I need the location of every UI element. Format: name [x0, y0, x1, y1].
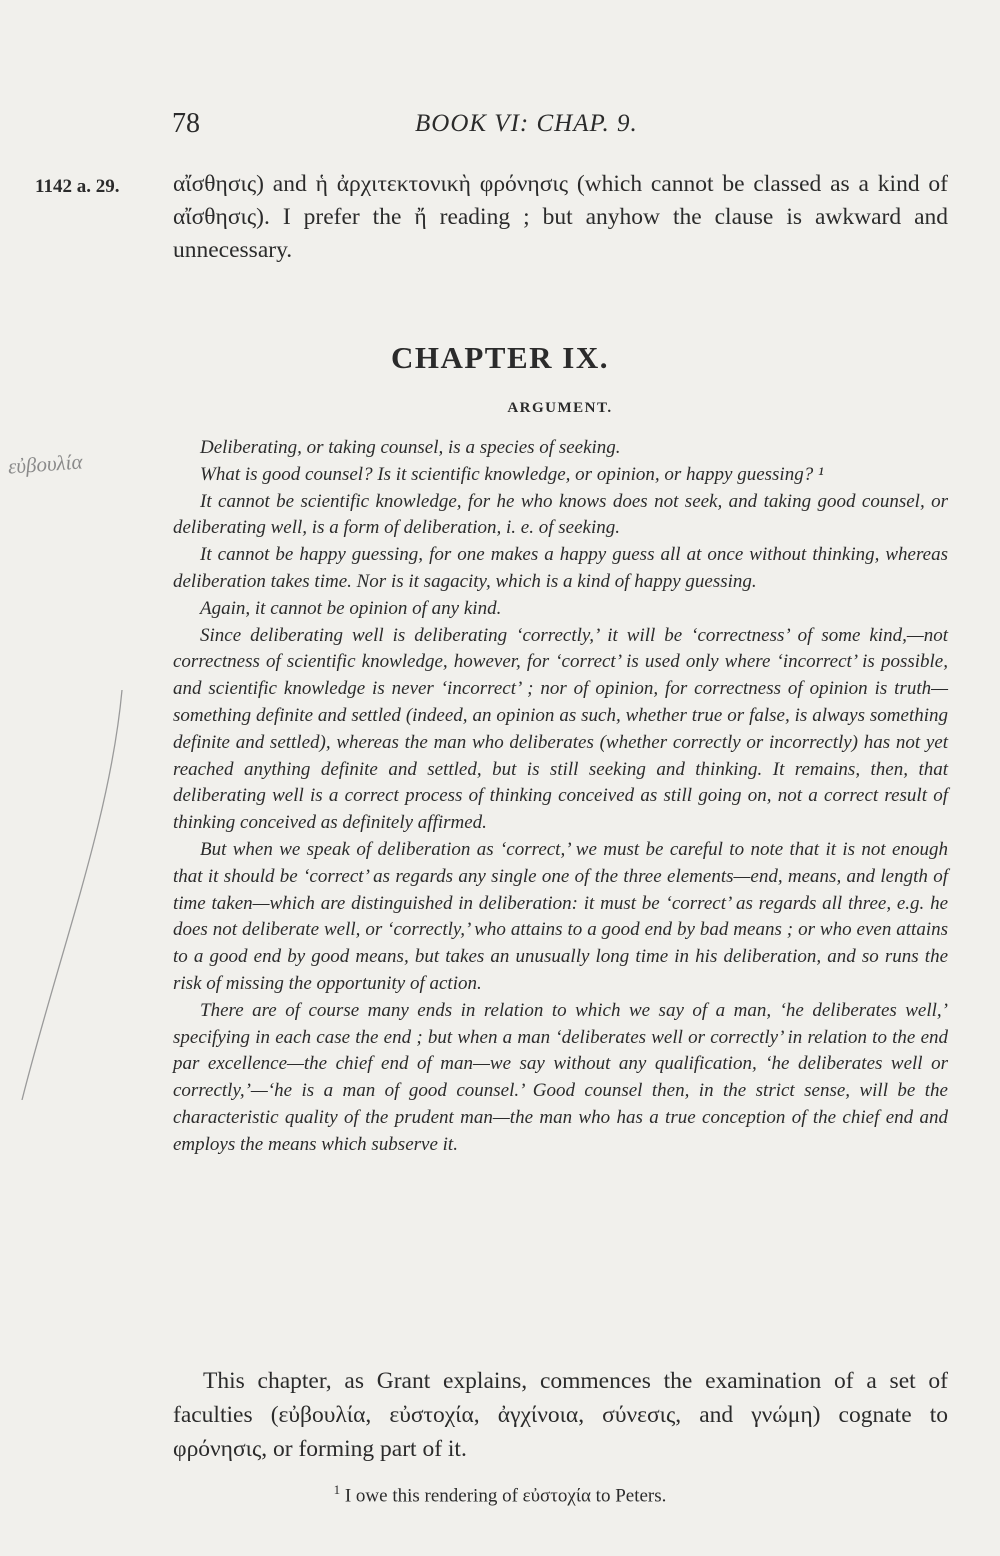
page-header	[170, 108, 950, 148]
argument-paragraph: There are of course many ends in relation to which we say of a man, ‘he deliberates well,’ specifying in each case the end ; but when a man ‘deliberates well or correctly’ in relation to the end par excellence—the chief end of man—we say without any qualification, ‘he deliberates well or correctly,’—‘he is a man of good counsel.’ Good counsel then, in the strict sense, will be the characteristic quality of the prudent man—the man who has a true conception of the chief end and employs the means which subserve it.	[173, 999, 948, 1155]
argument-paragraph: Again, it cannot be opinion of any kind.	[200, 597, 502, 619]
marginal-reference: 1142 a. 29.	[35, 176, 120, 197]
handwritten-margin-note: εὐβουλία	[7, 449, 84, 479]
argument-paragraph: It cannot be happy guessing, for one makes a happy guess all at once without thinking, whereas deliberation takes time. Nor is it sagacity, which is a kind of happy guessing.	[173, 544, 948, 592]
footnote-marker: 1	[333, 1482, 341, 1497]
argument-paragraph: Deliberating, or taking counsel, is a species of seeking.	[200, 437, 621, 458]
opening-paragraph: αἴσθησις) and ἡ ἀρχιτεκτονικὴ φρόνησις (which cannot be classed as a kind of αἴσθησις). I prefer the ἤ reading ; but anyhow the clause is awkward and unnecessary.	[173, 171, 948, 263]
running-head: BOOK VI: CHAP. 9.	[415, 110, 638, 137]
pencil-margin-line	[0, 0, 140, 1100]
argument-paragraph: But when we speak of deliberation as ‘correct,’ we must be careful to note that it is not enough that it should be ‘correct’ as regards any single one of the three elements—end, means, and length of time taken—which are distinguished in deliberation: it must be ‘correct’ as regards all three, e.g. he does not deliberate well, or ‘correctly,’ who attains to a good end by bad means ; or who even attains to a good end by good means, but takes an unusually long time in his deliberation, and so runs the risk of missing the opportunity of action.	[173, 838, 948, 994]
footnote	[0, 1482, 1000, 1507]
commentary-paragraph: This chapter, as Grant explains, commences the examination of a set of faculties (εὐβουλία, εὐστοχία, ἀγχίνοια, σύνεσις, and γνώμη) cognate to φρόνησις, or forming part of it.	[173, 1368, 948, 1462]
argument-paragraph: What is good counsel? Is it scientific knowledge, or opinion, or happy guessing? ¹	[200, 463, 824, 485]
argument-heading: ARGUMENT.	[507, 400, 613, 416]
argument-summary	[173, 435, 948, 1159]
argument-paragraph: It cannot be scientific knowledge, for he who knows does not seek, and taking good counsel, or deliberating well, is a form of deliberation, i. e. of seeking.	[173, 490, 948, 539]
argument-paragraph: Since deliberating well is deliberating ‘correctly,’ it will be ‘correctness’ of some kind,—not correctness of scientific knowledge, however, for ‘correct’ is used only where ‘incorrect’ is possible, and scientific knowledge is never ‘incorrect’ ; nor of opinion, for correctness of opinion is truth—something definite and settled (indeed, an opinion as such, whether true or false, is always something definite and settled), whereas the man who deliberates (whether correctly or incorrectly) has not yet reached anything definite and settled, but is still seeking and thinking. It remains, then, that deliberating well is a correct process of thinking conceived as still going on, not a correct result of thinking conceived as definitely affirmed.	[173, 624, 948, 834]
chapter-title: CHAPTER IX.	[390, 340, 609, 375]
footnote-text: I owe this rendering of εὐστοχία to Peters.	[344, 1485, 667, 1507]
page-number: 78	[172, 108, 200, 139]
